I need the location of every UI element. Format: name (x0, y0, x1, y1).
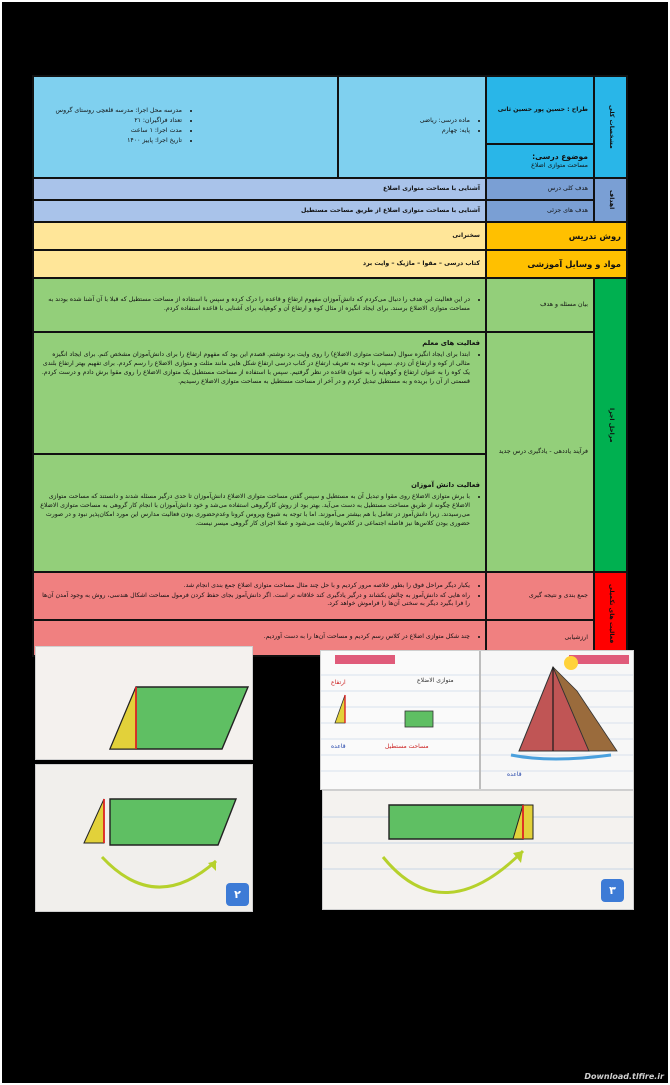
student-text: • با برش متوازی الاضلاع روی مقوا و تبدیل آن به مستطیل و سپس گفتن مساحت متوازی الاضلاع دانش‌آموزان تا حدی درگیر مسئله شدند و دانستند که مساحت متوازی الاضلاع چگونه از طریق مساحت مستطیل به دست می‌آید. بهتر بود از روش کارگروهی استفاده می‌شد و خود دانش‌آموزان با انجام کار گروهی به مساحت متوازی الاضلاع می‌رسیدند. زیرا دانش‌آموز در تعامل با هم بیشتر می‌آموزند. اما با توجه به شیوع ویروس کرونا وعدم‌حضوری بودن فعالیت مدارس این مورد امکان‌پذیر نبود و در صورت حضوری بودن کلاس‌ها نیز فاصله اجتماعی در کلاس‌ها رعایت می‌شود و عملا اجرای کار گروهی میسر نیست. (39, 493, 470, 529)
topic-label: موضوع درسی: (532, 152, 588, 161)
designer-cell: طراح : حسین پور حسین ثانی (486, 76, 594, 144)
student-activity-cell (33, 454, 486, 572)
students-line: • تعداد فراگیران: ۲۱ (39, 117, 182, 126)
summary-item: • راه هایی که دانش‌آموز به چالش بکشاند و درگیر یادگیری کند خلاقانه تر است. اگر دانش‌آموز بجای حفظ کردن فرمول مساحت اشکال هندسی، روش به وجود آمدن آن‌ها را فرا بگیرد دیگر به سختی آن‌ها را فراموش خواهد کرد. (39, 592, 470, 610)
materials-value: کتاب درسی – مقوا – ماژیک – وایت برد (33, 250, 486, 278)
execution-section-label: مراحل اجرا (594, 278, 627, 572)
summary-cell (33, 572, 486, 620)
photo-badge-3: ۳ (601, 879, 624, 902)
lesson-plan-table (32, 75, 628, 657)
duration-line: • مدت اجرا: ۱ ساعت (39, 127, 182, 136)
evaluation-item: • چند شکل متوازی اضلاع در کلاس رسم کردیم و مساحت آن‌ها را به دست آوردیم. (39, 633, 470, 642)
teacher-activity-cell (33, 332, 486, 454)
general-goal-label: هدف کلی درس (486, 178, 594, 200)
problem-label: بیان مسئله و هدف (486, 278, 594, 332)
lesson-plan (34, 75, 628, 644)
photo-parallelogram (35, 646, 253, 760)
topic-value: مساحت متوازی اضلاع (531, 162, 588, 169)
school-line: • مدرسه محل اجرا: مدرسه قلعچی روستای گروس (39, 107, 182, 116)
goals-section-label: اهداف (594, 178, 627, 222)
teacher-heading: فعالیت های معلم (422, 339, 480, 347)
summary-label: جمع بندی و نتیجه گیری (486, 572, 594, 620)
process-label: فرآیند یاددهی - یادگیری درس جدید (486, 332, 594, 572)
photo-cut-triangle (35, 764, 253, 912)
watermark: Download.tlfire.ir (584, 1072, 664, 1081)
complementary-section-label: فعالیت های تکمیلی (594, 572, 627, 656)
nb-height: ارتفاع (331, 679, 346, 686)
nb-title: متوازی الاضلاع (417, 677, 454, 684)
evaluation-label: ارزشیابی (486, 620, 594, 656)
teaching-method-label: روش تدریس (486, 222, 627, 250)
teacher-text: • ابتدا برای ایجاد انگیزه سوال (مساحت متوازی الاضلاع) را روی وایت برد نوشتم. قصدم این بود که مفهوم ارتفاع را برای دانش‌آموزان مشخص کنم. برای ایجاد انگیزه مثالی از کوه و ارتفاع آن زدم. سپس با توجه به تعریف ارتفاع در کتاب درسی ارتفاع شکل هایی مانند مثلث و متوازی الاضلاع را رسم کردم. برای تفهیم بهتر ارتفاع بلندی یک کوه را به عنوان ارتفاع و کوهپایه را به عنوان قاعده در نظر گرفتیم. سپس با استفاده از مساحت مستطیل یک متوازی الاضلاع را روی مقوا برش دادم و درست کردم. قسمتی از آن را بریده و به مستطیل تبدیل کردم و در آخر از مساحت مستطیل به مساحت متوازی الاضلاع رسیدیم. (39, 351, 470, 387)
subject-cell (338, 76, 486, 178)
topic-cell (486, 144, 594, 178)
grade-line: • پایه: چهارم (344, 127, 470, 136)
summary-item: • یکبار دیگر مراحل فوق را بطور خلاصه مرور کردیم و با حل چند مثال مساحت متوازی اضلاع جمع بندی انجام شد. (39, 582, 470, 591)
photo-notebook (320, 650, 634, 790)
photo-rectangle (322, 790, 634, 910)
nb-left-base: قاعده (507, 771, 522, 778)
problem-cell (33, 278, 486, 332)
photo-badge-2: ۲ (226, 883, 249, 906)
general-goal-value: آشنایی با مساحت متوازی اضلاع (33, 178, 486, 200)
nb-rect: مساحت مستطیل (385, 743, 429, 750)
teaching-method-value: سخنرانی (33, 222, 486, 250)
student-heading: فعالیت دانش آموزان (411, 481, 480, 489)
school-cell (33, 76, 338, 178)
partial-goal-value: آشنایی با مساحت متوازی اضلاع از طریق مساحت مستطیل (33, 200, 486, 222)
rectangle-drawing (323, 791, 634, 910)
notebook-drawing (321, 651, 634, 790)
general-section-label: مشخصات کلی (594, 76, 627, 178)
cut-triangle-drawing (36, 765, 253, 912)
subject-line: • ماده درسی: ریاضی (344, 117, 470, 126)
materials-label: مواد و وسایل آموزشی (486, 250, 627, 278)
parallelogram-drawing (36, 647, 253, 760)
date-line: • تاریخ اجرا: پاییز ۱۴۰۰ (39, 137, 182, 146)
partial-goal-label: هدف های جزئی (486, 200, 594, 222)
problem-text: • در این فعالیت این هدف را دنبال می‌کردم که دانش‌آموزان مفهوم ارتفاع و قاعده را درک کرده و سپس با استفاده از مساحت مستطیل که قبلا با آن آشنا شده بودند به مساحت متوازی الاضلاع برسند. برای ایجاد انگیزه از مثال کوه و ارتفاع آن و کوهپایه برای آشنایی با قاعده استفاده کردم. (39, 296, 470, 314)
nb-base: قاعده (331, 743, 346, 750)
